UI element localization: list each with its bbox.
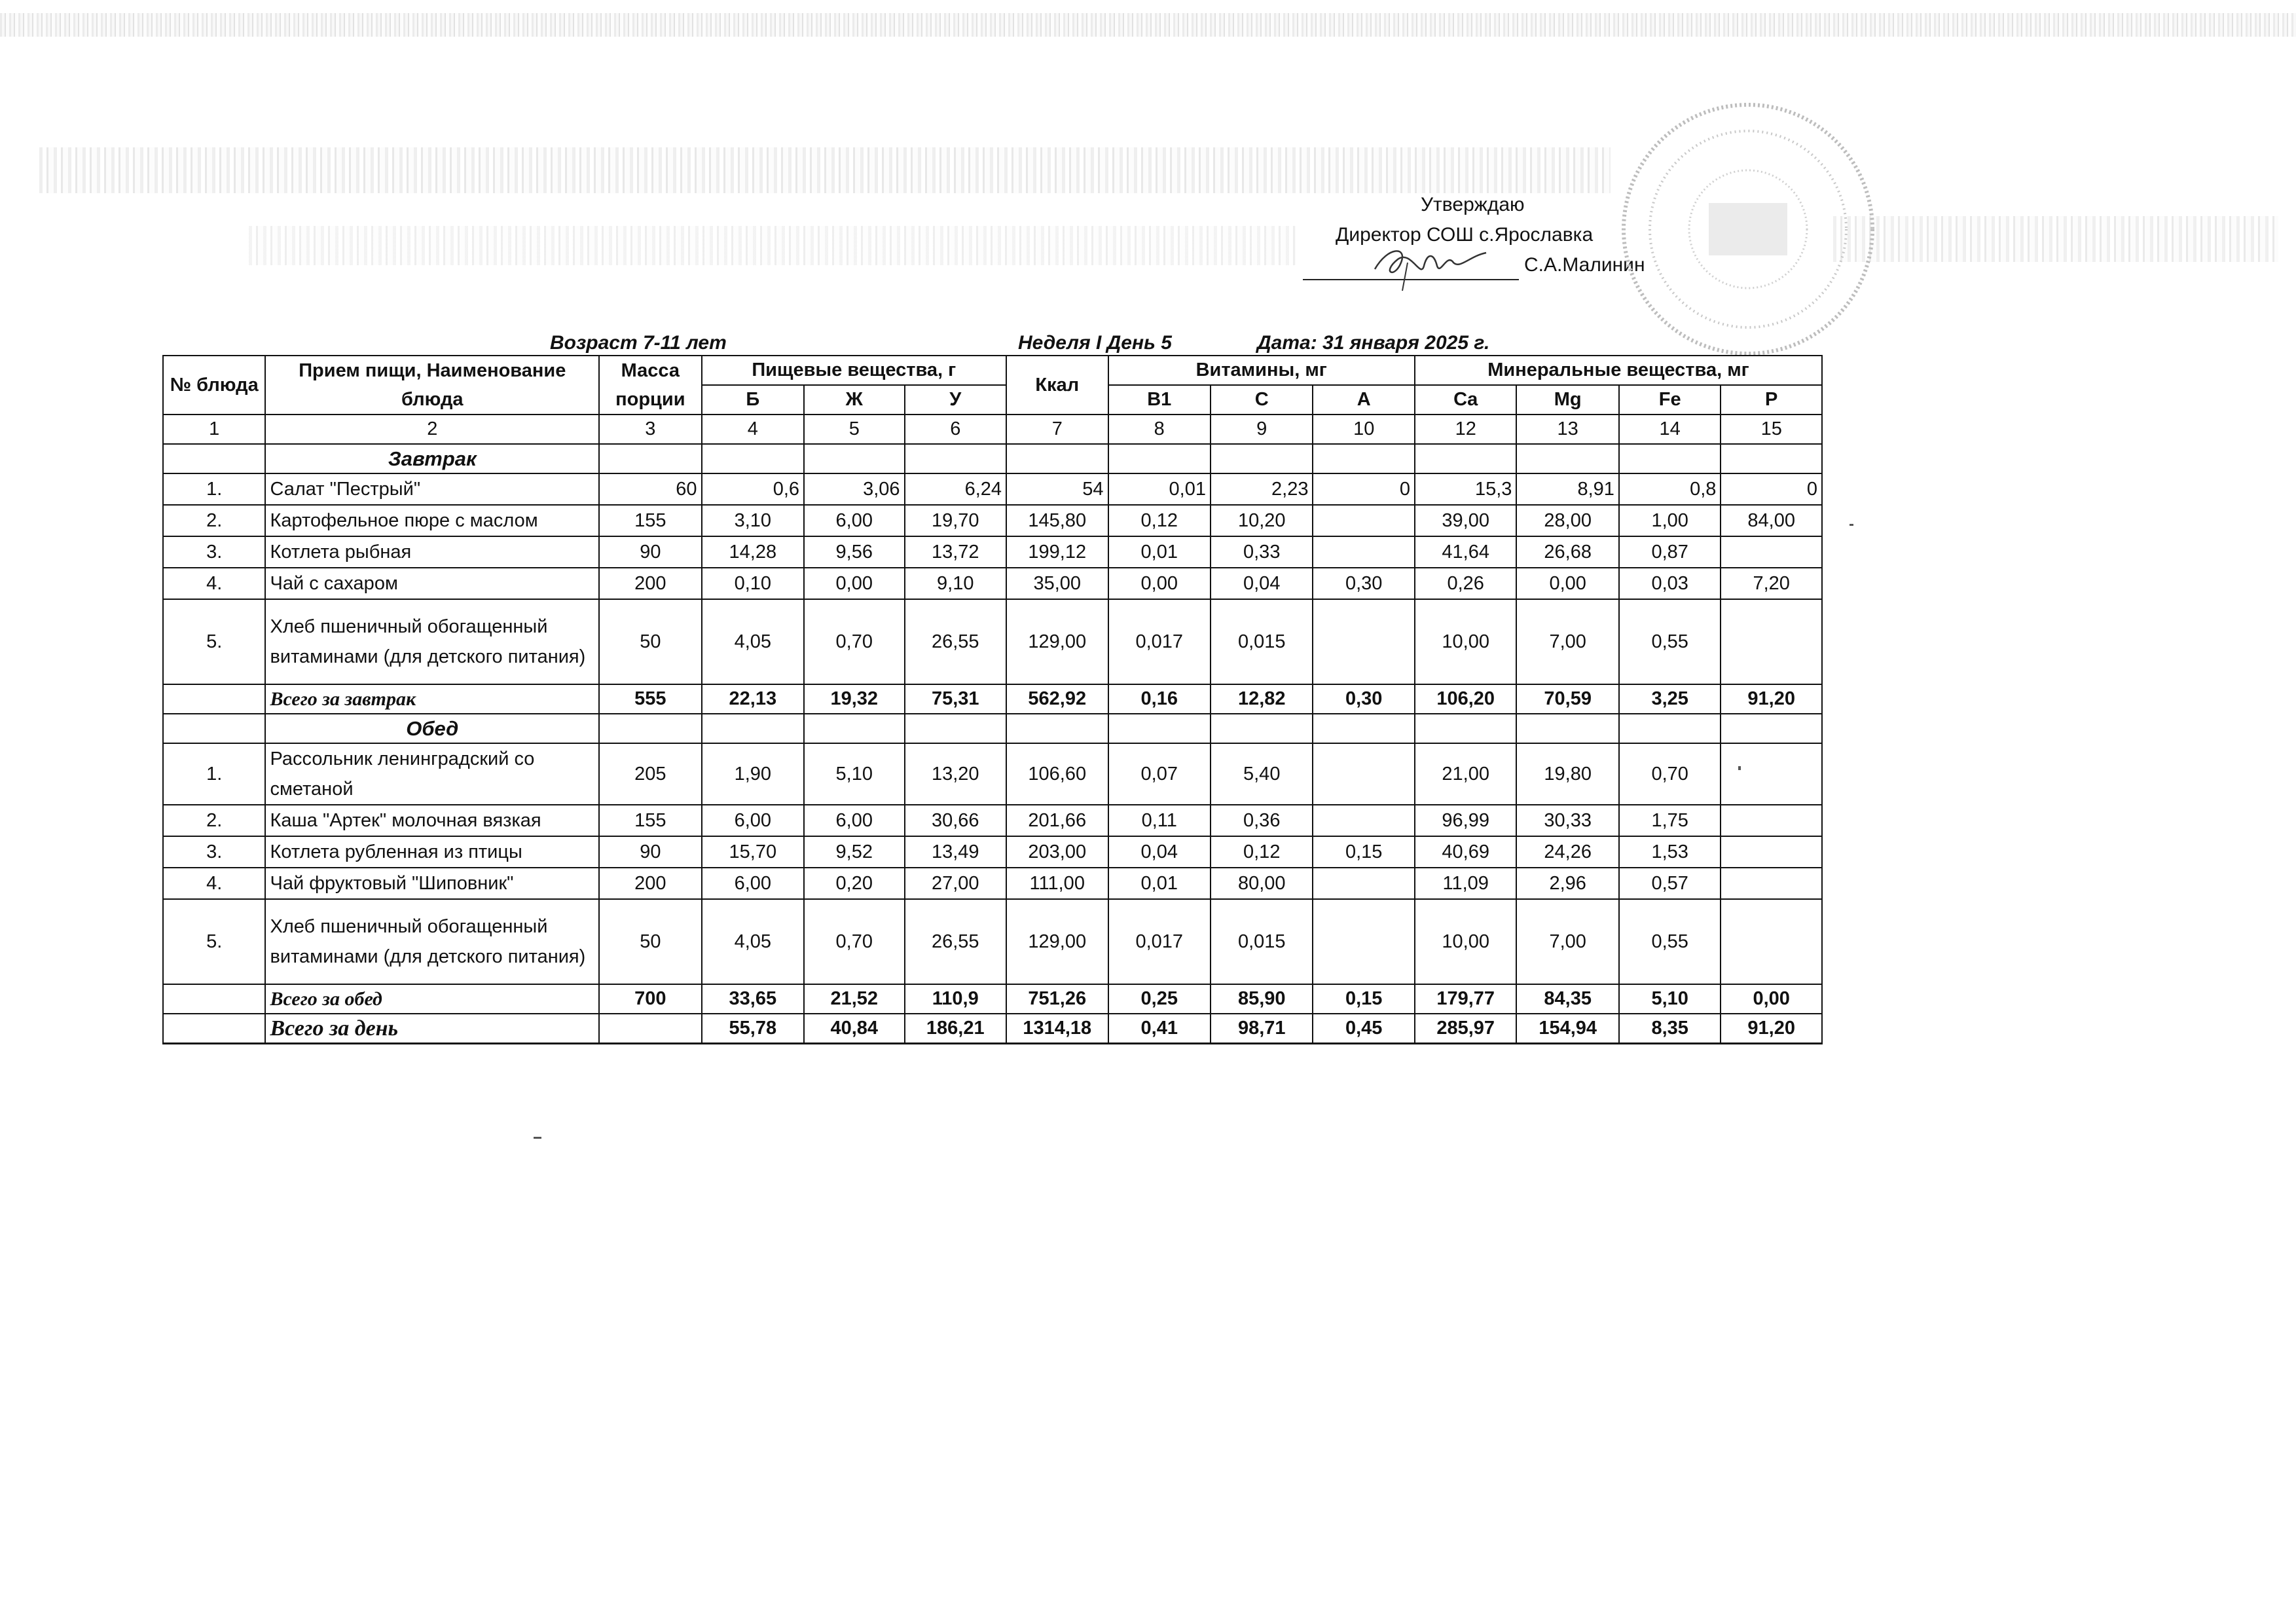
- total-b: 22,13: [702, 684, 804, 714]
- column-number: 9: [1211, 415, 1313, 444]
- cell-ca: 10,00: [1415, 899, 1516, 984]
- cell-b1: 0,017: [1108, 899, 1211, 984]
- total-b1: 0,41: [1108, 1014, 1211, 1044]
- cell-c: 0,33: [1211, 536, 1313, 568]
- total-u: 186,21: [905, 1014, 1007, 1044]
- cell-zh: 0,70: [804, 899, 904, 984]
- table-row: [163, 505, 1822, 536]
- cell-kcal: 145,80: [1006, 505, 1108, 536]
- column-number: 15: [1721, 415, 1822, 444]
- cell-ca: 15,3: [1415, 473, 1516, 505]
- dish-number: 5.: [163, 899, 265, 984]
- cell-ca: 11,09: [1415, 868, 1516, 899]
- cell-a: 0,15: [1313, 836, 1414, 868]
- cell-c: 0,36: [1211, 805, 1313, 836]
- cell-a: [1313, 805, 1414, 836]
- cell-kcal: 35,00: [1006, 568, 1108, 599]
- cell-kcal: 201,66: [1006, 805, 1108, 836]
- cell-p: [1721, 743, 1822, 805]
- dish-number: 1.: [163, 473, 265, 505]
- total-zh: 40,84: [804, 1014, 904, 1044]
- total-b1: 0,25: [1108, 984, 1211, 1014]
- cell-p: 0: [1721, 473, 1822, 505]
- menu-date: Дата: 31 января 2025 г.: [1257, 332, 1490, 354]
- table-row: [163, 568, 1822, 599]
- cell-b: 14,28: [702, 536, 804, 568]
- cell-b: 4,05: [702, 899, 804, 984]
- column-numbers-row: [163, 415, 1822, 444]
- table-row: [163, 836, 1822, 868]
- cell-b: 15,70: [702, 836, 804, 868]
- cell-fe: 1,75: [1619, 805, 1721, 836]
- cell-fe: 1,53: [1619, 836, 1721, 868]
- cell-zh: 6,00: [804, 805, 904, 836]
- dish-name: Котлета рубленная из птицы: [265, 836, 599, 868]
- lunch-total: [163, 984, 1822, 1014]
- cell-a: [1313, 599, 1414, 684]
- section-title-lunch: Обед: [265, 714, 599, 743]
- column-number: 1: [163, 415, 265, 444]
- col-ca-header: Ca: [1415, 385, 1516, 415]
- total-kcal: 1314,18: [1006, 1014, 1108, 1044]
- cell-c: 80,00: [1211, 868, 1313, 899]
- cell-c: 0,04: [1211, 568, 1313, 599]
- total-empty-cell: [163, 984, 265, 1014]
- col-minerals-header: Минеральные вещества, мг: [1415, 356, 1822, 385]
- dish-number: 2.: [163, 805, 265, 836]
- col-mass-header: Масса порции: [599, 356, 701, 415]
- lunch-rows: [163, 743, 1822, 984]
- menu-table: [162, 355, 1823, 1044]
- total-label: Всего за обед: [265, 984, 599, 1014]
- total-c: 85,90: [1211, 984, 1313, 1014]
- cell-b1: 0,01: [1108, 536, 1211, 568]
- cell-b: 4,05: [702, 599, 804, 684]
- cell-b: 3,10: [702, 505, 804, 536]
- cell-b1: 0,07: [1108, 743, 1211, 805]
- col-meal-header: Прием пищи, Наименование блюда: [265, 356, 599, 415]
- cell-kcal: 54: [1006, 473, 1108, 505]
- table-row: [163, 743, 1822, 805]
- column-number: 6: [905, 415, 1007, 444]
- dish-name: Хлеб пшеничный обогащенный витаминами (для детского питания): [265, 599, 599, 684]
- dish-name: Котлета рыбная: [265, 536, 599, 568]
- cell-a: [1313, 743, 1414, 805]
- total-row: [163, 684, 1822, 714]
- dish-name: Чай фруктовый "Шиповник": [265, 868, 599, 899]
- age-group: Возраст 7-11 лет: [550, 332, 727, 354]
- col-zh-header: Ж: [804, 385, 904, 415]
- cell-a: [1313, 899, 1414, 984]
- cell-mg: 28,00: [1516, 505, 1618, 536]
- total-p: 91,20: [1721, 684, 1822, 714]
- cell-mass: 60: [599, 473, 701, 505]
- total-empty-cell: [163, 684, 265, 714]
- total-ca: 179,77: [1415, 984, 1516, 1014]
- col-b1-header: В1: [1108, 385, 1211, 415]
- scan-noise-band: [39, 147, 1611, 193]
- cell-c: 0,015: [1211, 599, 1313, 684]
- dish-name: Картофельное пюре с маслом: [265, 505, 599, 536]
- cell-mass: 50: [599, 599, 701, 684]
- cell-b: 0,10: [702, 568, 804, 599]
- cell-mg: 7,00: [1516, 899, 1618, 984]
- table-row: [163, 868, 1822, 899]
- dish-name: Рассольник ленинградский со сметаной: [265, 743, 599, 805]
- cell-b1: 0,04: [1108, 836, 1211, 868]
- table-row: [163, 899, 1822, 984]
- total-ca: 106,20: [1415, 684, 1516, 714]
- cell-a: [1313, 505, 1414, 536]
- dish-number: 3.: [163, 536, 265, 568]
- cell-p: [1721, 836, 1822, 868]
- col-mg-header: Mg: [1516, 385, 1618, 415]
- dish-name: Салат "Пестрый": [265, 473, 599, 505]
- scan-speck: [1850, 524, 1853, 526]
- column-number: 7: [1006, 415, 1108, 444]
- cell-c: 10,20: [1211, 505, 1313, 536]
- column-number: 5: [804, 415, 904, 444]
- official-stamp: [1611, 92, 1886, 367]
- total-mass: 700: [599, 984, 701, 1014]
- cell-zh: 9,52: [804, 836, 904, 868]
- cell-b: 0,6: [702, 473, 804, 505]
- dish-name: Хлеб пшеничный обогащенный витаминами (для детского питания): [265, 899, 599, 984]
- total-mg: 84,35: [1516, 984, 1618, 1014]
- cell-u: 30,66: [905, 805, 1007, 836]
- cell-zh: 3,06: [804, 473, 904, 505]
- total-empty-cell: [163, 1014, 265, 1044]
- cell-p: [1721, 868, 1822, 899]
- cell-mass: 200: [599, 568, 701, 599]
- cell-b: 6,00: [702, 868, 804, 899]
- column-number: 2: [265, 415, 599, 444]
- column-number: 3: [599, 415, 701, 444]
- col-num-header: № блюда: [163, 356, 265, 415]
- cell-kcal: 203,00: [1006, 836, 1108, 868]
- cell-mg: 7,00: [1516, 599, 1618, 684]
- cell-ca: 40,69: [1415, 836, 1516, 868]
- cell-u: 6,24: [905, 473, 1007, 505]
- total-row: [163, 1014, 1822, 1044]
- cell-fe: 0,8: [1619, 473, 1721, 505]
- week-day: Неделя I День 5: [1018, 332, 1172, 354]
- cell-mg: 24,26: [1516, 836, 1618, 868]
- table-row: [163, 473, 1822, 505]
- cell-mg: 30,33: [1516, 805, 1618, 836]
- approval-name: С.А.Малинин: [1524, 254, 1645, 276]
- total-mass: 555: [599, 684, 701, 714]
- col-u-header: У: [905, 385, 1007, 415]
- cell-mg: 0,00: [1516, 568, 1618, 599]
- cell-u: 13,20: [905, 743, 1007, 805]
- dish-number: 4.: [163, 868, 265, 899]
- cell-u: 26,55: [905, 599, 1007, 684]
- column-number: 8: [1108, 415, 1211, 444]
- cell-a: 0: [1313, 473, 1414, 505]
- dish-name: Чай с сахаром: [265, 568, 599, 599]
- cell-mass: 200: [599, 868, 701, 899]
- cell-zh: 6,00: [804, 505, 904, 536]
- scan-speck: [534, 1137, 541, 1139]
- cell-b: 6,00: [702, 805, 804, 836]
- cell-mg: 2,96: [1516, 868, 1618, 899]
- cell-u: 13,49: [905, 836, 1007, 868]
- total-b1: 0,16: [1108, 684, 1211, 714]
- cell-p: 7,20: [1721, 568, 1822, 599]
- total-a: 0,30: [1313, 684, 1414, 714]
- col-kcal-header: Ккал: [1006, 356, 1108, 415]
- cell-mass: 90: [599, 536, 701, 568]
- cell-b1: 0,017: [1108, 599, 1211, 684]
- col-p-header: P: [1721, 385, 1822, 415]
- section-row-lunch: [163, 714, 1822, 743]
- cell-mass: 155: [599, 505, 701, 536]
- cell-u: 19,70: [905, 505, 1007, 536]
- cell-b1: 0,01: [1108, 868, 1211, 899]
- cell-zh: 0,00: [804, 568, 904, 599]
- cell-kcal: 129,00: [1006, 899, 1108, 984]
- total-zh: 21,52: [804, 984, 904, 1014]
- cell-kcal: 106,60: [1006, 743, 1108, 805]
- total-row: [163, 984, 1822, 1014]
- total-u: 110,9: [905, 984, 1007, 1014]
- total-zh: 19,32: [804, 684, 904, 714]
- section-title-breakfast: Завтрак: [265, 444, 599, 473]
- handwritten-signature: [1362, 233, 1493, 292]
- cell-fe: 0,55: [1619, 599, 1721, 684]
- cell-fe: 0,70: [1619, 743, 1721, 805]
- col-a-header: А: [1313, 385, 1414, 415]
- cell-b: 1,90: [702, 743, 804, 805]
- cell-b1: 0,01: [1108, 473, 1211, 505]
- cell-b1: 0,00: [1108, 568, 1211, 599]
- total-label: Всего за день: [265, 1014, 599, 1044]
- cell-c: 0,12: [1211, 836, 1313, 868]
- total-ca: 285,97: [1415, 1014, 1516, 1044]
- breakfast-total: [163, 684, 1822, 714]
- column-number: 14: [1619, 415, 1721, 444]
- col-vitamins-header: Витамины, мг: [1108, 356, 1415, 385]
- col-fe-header: Fe: [1619, 385, 1721, 415]
- cell-zh: 5,10: [804, 743, 904, 805]
- dish-name: Каша "Артек" молочная вязкая: [265, 805, 599, 836]
- dish-number: 5.: [163, 599, 265, 684]
- total-kcal: 751,26: [1006, 984, 1108, 1014]
- col-c-header: С: [1211, 385, 1313, 415]
- cell-fe: 0,55: [1619, 899, 1721, 984]
- total-p: 91,20: [1721, 1014, 1822, 1044]
- cell-a: [1313, 868, 1414, 899]
- cell-ca: 39,00: [1415, 505, 1516, 536]
- total-fe: 8,35: [1619, 1014, 1721, 1044]
- scan-noise-top: [0, 13, 2296, 37]
- cell-ca: 96,99: [1415, 805, 1516, 836]
- approval-title: Утверждаю: [1421, 194, 1525, 215]
- cell-mass: 205: [599, 743, 701, 805]
- cell-zh: 0,20: [804, 868, 904, 899]
- total-mg: 154,94: [1516, 1014, 1618, 1044]
- cell-a: [1313, 536, 1414, 568]
- column-number: 4: [702, 415, 804, 444]
- cell-u: 27,00: [905, 868, 1007, 899]
- scan-noise-band: [1833, 216, 2278, 262]
- table-row: [163, 536, 1822, 568]
- cell-p: [1721, 536, 1822, 568]
- table-row: [163, 599, 1822, 684]
- section-row-breakfast: [163, 444, 1822, 473]
- cell-zh: 0,70: [804, 599, 904, 684]
- cell-fe: 0,03: [1619, 568, 1721, 599]
- total-a: 0,15: [1313, 984, 1414, 1014]
- total-fe: 5,10: [1619, 984, 1721, 1014]
- total-p: 0,00: [1721, 984, 1822, 1014]
- cell-c: 2,23: [1211, 473, 1313, 505]
- cell-kcal: 129,00: [1006, 599, 1108, 684]
- cell-mg: 8,91: [1516, 473, 1618, 505]
- cell-u: 13,72: [905, 536, 1007, 568]
- cell-fe: 0,57: [1619, 868, 1721, 899]
- col-nutrients-header: Пищевые вещества, г: [702, 356, 1006, 385]
- cell-fe: 1,00: [1619, 505, 1721, 536]
- total-kcal: 562,92: [1006, 684, 1108, 714]
- menu-header: [157, 332, 1820, 358]
- approval-role: Директор СОШ с.Ярославка: [1336, 224, 1594, 246]
- cell-kcal: 199,12: [1006, 536, 1108, 568]
- total-a: 0,45: [1313, 1014, 1414, 1044]
- cell-kcal: 111,00: [1006, 868, 1108, 899]
- dish-number: 2.: [163, 505, 265, 536]
- total-mg: 70,59: [1516, 684, 1618, 714]
- column-number: 13: [1516, 415, 1618, 444]
- total-u: 75,31: [905, 684, 1007, 714]
- cell-c: 5,40: [1211, 743, 1313, 805]
- cell-p: [1721, 805, 1822, 836]
- total-label: Всего за завтрак: [265, 684, 599, 714]
- cell-p: [1721, 599, 1822, 684]
- cell-ca: 10,00: [1415, 599, 1516, 684]
- cell-zh: 9,56: [804, 536, 904, 568]
- dish-number: 4.: [163, 568, 265, 599]
- dish-number: 1.: [163, 743, 265, 805]
- cell-mass: 90: [599, 836, 701, 868]
- day-total: [163, 1014, 1822, 1044]
- scan-noise-band: [249, 226, 1296, 265]
- header-row: [163, 356, 1822, 385]
- table-row: [163, 805, 1822, 836]
- total-b: 55,78: [702, 1014, 804, 1044]
- cell-ca: 21,00: [1415, 743, 1516, 805]
- breakfast-rows: [163, 473, 1822, 684]
- cell-c: 0,015: [1211, 899, 1313, 984]
- cell-a: 0,30: [1313, 568, 1414, 599]
- col-b-header: Б: [702, 385, 804, 415]
- total-fe: 3,25: [1619, 684, 1721, 714]
- cell-p: 84,00: [1721, 505, 1822, 536]
- total-c: 98,71: [1211, 1014, 1313, 1044]
- cell-ca: 0,26: [1415, 568, 1516, 599]
- dish-number: 3.: [163, 836, 265, 868]
- column-number: 10: [1313, 415, 1414, 444]
- total-c: 12,82: [1211, 684, 1313, 714]
- cell-b1: 0,12: [1108, 505, 1211, 536]
- cell-u: 26,55: [905, 899, 1007, 984]
- total-b: 33,65: [702, 984, 804, 1014]
- cell-mass: 50: [599, 899, 701, 984]
- cell-mg: 26,68: [1516, 536, 1618, 568]
- total-mass: [599, 1014, 701, 1044]
- cell-mass: 155: [599, 805, 701, 836]
- cell-fe: 0,87: [1619, 536, 1721, 568]
- cell-ca: 41,64: [1415, 536, 1516, 568]
- cell-b1: 0,11: [1108, 805, 1211, 836]
- cell-p: [1721, 899, 1822, 984]
- cell-mg: 19,80: [1516, 743, 1618, 805]
- scan-speck: [1738, 766, 1741, 770]
- cell-u: 9,10: [905, 568, 1007, 599]
- column-number: 12: [1415, 415, 1516, 444]
